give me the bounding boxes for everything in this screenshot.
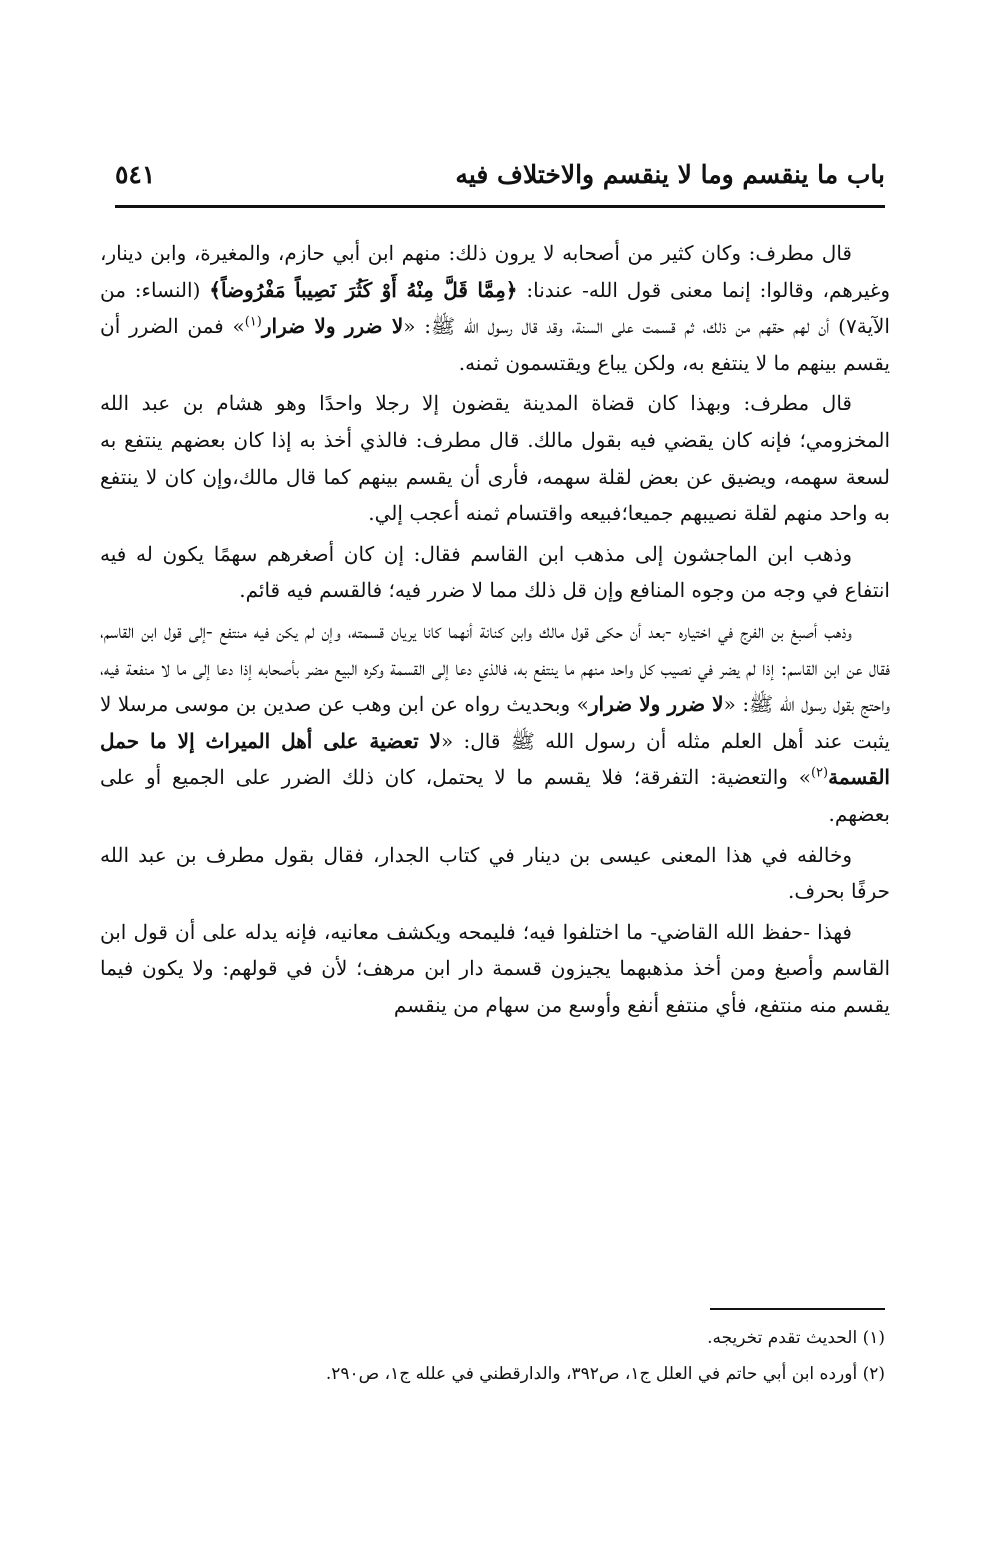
chapter-title: باب ما ينقسم وما لا ينقسم والاختلاف فيه [455,160,885,189]
p4-text-c: » والتعضية: التفرقة؛ فلا يقسم ما لا يحتمل، كان ذلك الضرر على الجميع أو على بعضهم. [100,765,890,826]
footnote-rule [710,1308,885,1310]
header-rule [115,205,885,208]
p1-text-a: قال مطرف: وكان كثير من أصحابه لا يرون ذلك: منهم ابن أبي حازم، والمغيرة، وابن دينار، وغيرهم، وقالوا: إنما معنى قول الله- عندنا: [100,241,891,302]
paragraph-4 [100,613,890,833]
p4-text-b: » وبحديث رواه عن ابن وهب عن صدين بن موسى مرسلا لا يثبت عند أهل العلم مثله أن رسول الله ﷺ قال: « [100,692,890,753]
paragraph-1 [100,235,890,381]
main-text [100,235,890,1023]
hadith-quote: لا ضرر ولا ضرار [588,692,724,717]
quran-verse: ﴿مِمَّا قَلَّ مِنْهُ أَوْ كَثُرَ نَصِيباً مَفْرُوضاً﴾ [209,277,518,302]
footnote-2: (٢) أورده ابن أبي حاتم في العلل ج١، ص٣٩٢، والدارقطني في علله ج١، ص٢٩٠. [325,1364,885,1384]
page-number: ٥٤١ [115,160,156,189]
p1-text-b: (النساء: من الآية٧) أن لهم حقهم من ذلك، ثم قسمت على السنة، وقد قال رسول الله ﷺ: « [100,277,890,339]
footnotes [150,1320,885,1392]
paragraph-5: وخالفه في هذا المعنى عيسى بن دينار في كتاب الجدار، فقال بقول مطرف بن عبد الله حرفًا بحرف. [100,842,890,904]
paragraph-6: فهذا -حفظ الله القاضي- ما اختلفوا فيه؛ فليمحه ويكشف معانيه، فإنه يدله على أن قول ابن القاسم وأصبغ ومن أخذ مذهبهما يجيزون قسمة دار ابن مرهف؛ لأن في قولهم: ولا يكون فيما يقسم منه منتفع، فأي منتفع أنفع وأوسع من سهام من ينقسم [100,919,890,1017]
footnote-ref-1: (١) [244,314,262,330]
paragraph-3: وذهب ابن الماجشون إلى مذهب ابن القاسم فقال: إن كان أصغرهم سهمًا يكون له فيه انتفاع في وجه من وجوه المنافع وإن قل ذلك مما لا ضرر فيه؛ فالقسم فيه قائم. [100,541,890,603]
p1-text-c: » فمن الضرر أن يقسم بينهم ما لا ينتفع به، ولكن يباع ويقتسمون ثمنه. [100,314,890,375]
footnote-1: (١) الحديث تقدم تخريجه. [707,1328,885,1348]
paragraph-2: قال مطرف: وبهذا كان قضاة المدينة يقضون إلا رجلا واحدًا وهو هشام بن عبد الله المخزومي؛ فإنه كان يقضي فيه بقول مالك. قال مطرف: فالذي أخذ به إذا كان بعضهم ينتفع به لسعة سهمه، ويضيق عن بعض لقلة سهمه، فأرى أن يقسم بينهم كما قال مالك،وإن كان لا ينتفع به واحد منهم لقلة نصيبهم جميعا؛فبيعه واقتسام ثمنه أعجب إلي. [100,391,890,526]
hadith-quote: لا تعضية على أهل الميراث إلا ما حمل القسمة [100,728,890,790]
p4-text-a: وذهب أصبغ بن الفرج في اختياره -بعد أن حكى قول مالك وابن كنانة أنهما كانا يريان قسمته، وإن لم يكن فيه منتفع -إلى قول ابن القاسم، فقال عن ابن القاسم: إذا لم يضر في نصيب كل واحد منهم ما ينتفع به، فالذي دعا إلى القسمة وكره البيع مضر بأصحابه إذا دعا إلى ما لا منفعة فيه، واحتج بقول رسول الله ﷺ: « [100,618,891,717]
footnote-ref-2: (٢) [810,765,829,781]
hadith-quote: لا ضرر ولا ضرار [261,314,404,339]
page-header [115,160,885,206]
